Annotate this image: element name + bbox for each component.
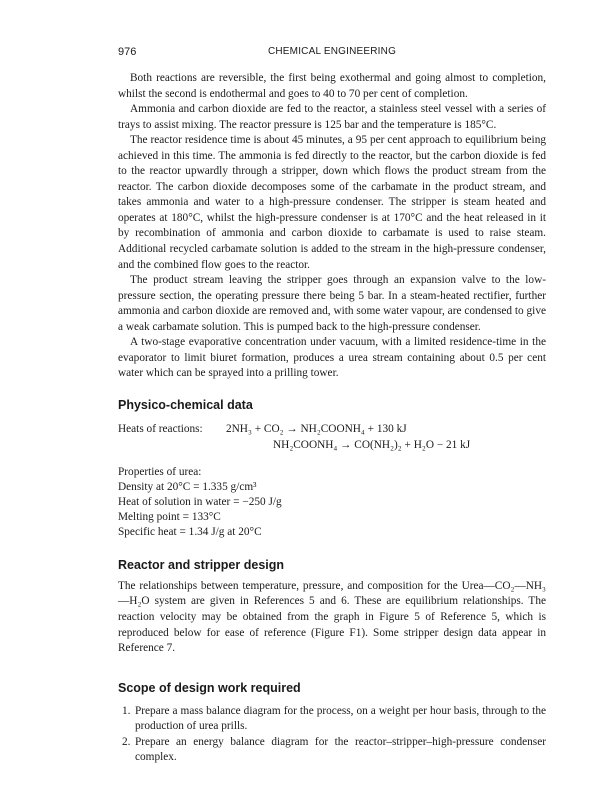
paragraph: Both reactions are reversible, the first being exothermal and going almost to completion, whilst the second is endothermal and goes to 40 to 70 per cent of completion. (118, 72, 546, 100)
list-item-number: 2. (122, 735, 131, 748)
list-item (118, 704, 546, 735)
page-header (118, 46, 546, 64)
reaction-equation-1: 2NH₃ + CO₂ → NH₂COONH₄ + 130 kJ (226, 422, 407, 435)
property-line: Melting point = 133°C (118, 510, 221, 523)
page-number: 976 (118, 46, 137, 58)
paragraph: Ammonia and carbon dioxide are fed to the reactor, a stainless steel vessel with a series of trays to assist mixing. The reactor pressure is 125 bar and the temperature is 185°C. (118, 103, 546, 131)
section-heading-reactor: Reactor and stripper design (118, 557, 285, 572)
reactor-paragraph: The relationships between temperature, pressure, and composition for the Urea—CO₂—NH₃—H₂O system are given in References 5 and 6. These are equilibrium relationships. The reaction velocity may be obtained from the graph in Figure 5 of Reference 5, which is reproduced below for ease of reference (Figure F1). Some stripper design data appear in Reference 7. (118, 579, 546, 655)
list-item (118, 735, 546, 766)
section-heading-scope: Scope of design work required (118, 680, 301, 695)
paragraph: The product stream leaving the stripper goes through an expansion valve to the low-pressure section, the operating pressure there being 5 bar. In a steam-heated rectifier, further ammonia and carbon dioxide are removed and, with some water vapour, are condensed to give a weak carbamate solution. This is pumped back to the high-pressure condenser. (118, 274, 546, 333)
list-item-text: Prepare a mass balance diagram for the process, on a weight per hour basis, through to the production of urea prills. (135, 704, 546, 733)
heats-of-reaction (118, 421, 546, 453)
page (118, 46, 546, 766)
section-heading-physico: Physico-chemical data (118, 397, 253, 412)
urea-properties (118, 465, 546, 540)
heats-label: Heats of reactions: (118, 422, 203, 435)
running-title: CHEMICAL ENGINEERING (267, 46, 397, 57)
paragraph: A two-stage evaporative concentration under vacuum, with a limited residence-time in the evaporator to limit biuret formation, produces a urea stream containing about 0.5 per cent water which can be sprayed into a prilling tower. (118, 336, 546, 380)
intro-text (118, 71, 546, 382)
property-line: Specific heat = 1.34 J/g at 20°C (118, 525, 262, 538)
list-item-number: 1. (122, 704, 131, 717)
scope-list (118, 704, 546, 766)
property-line: Properties of urea: (118, 465, 202, 478)
reaction-equation-2: NH₂COONH₄ → CO(NH₂)₂ + H₂O − 21 kJ (273, 438, 471, 451)
property-line: Density at 20°C = 1.335 g/cm³ (118, 480, 257, 493)
list-item-text: Prepare an energy balance diagram for the reactor–stripper–high-pressure condenser complex. (135, 735, 546, 764)
paragraph: The reactor residence time is about 45 minutes, a 95 per cent approach to equilibrium being achieved in this time. The ammonia is fed directly to the reactor, but the carbon dioxide is fed to the reactor upwardly through a stripper, down which flows the product stream from the reactor. The carbon dioxide decomposes some of the carbamate in the product stream, and takes ammonia and water to a high-pressure condenser. The stripper is steam heated and operates at 180°C, whilst the high-pressure condenser is at 170°C and the heat released in it by recombination of ammonia and carbon dioxide to carbamate is used to raise steam. Additional recycled carbamate solution is added to the stream in the high-pressure condenser, and the combined flow goes to the reactor. (118, 134, 546, 271)
property-line: Heat of solution in water = −250 J/g (118, 495, 282, 508)
